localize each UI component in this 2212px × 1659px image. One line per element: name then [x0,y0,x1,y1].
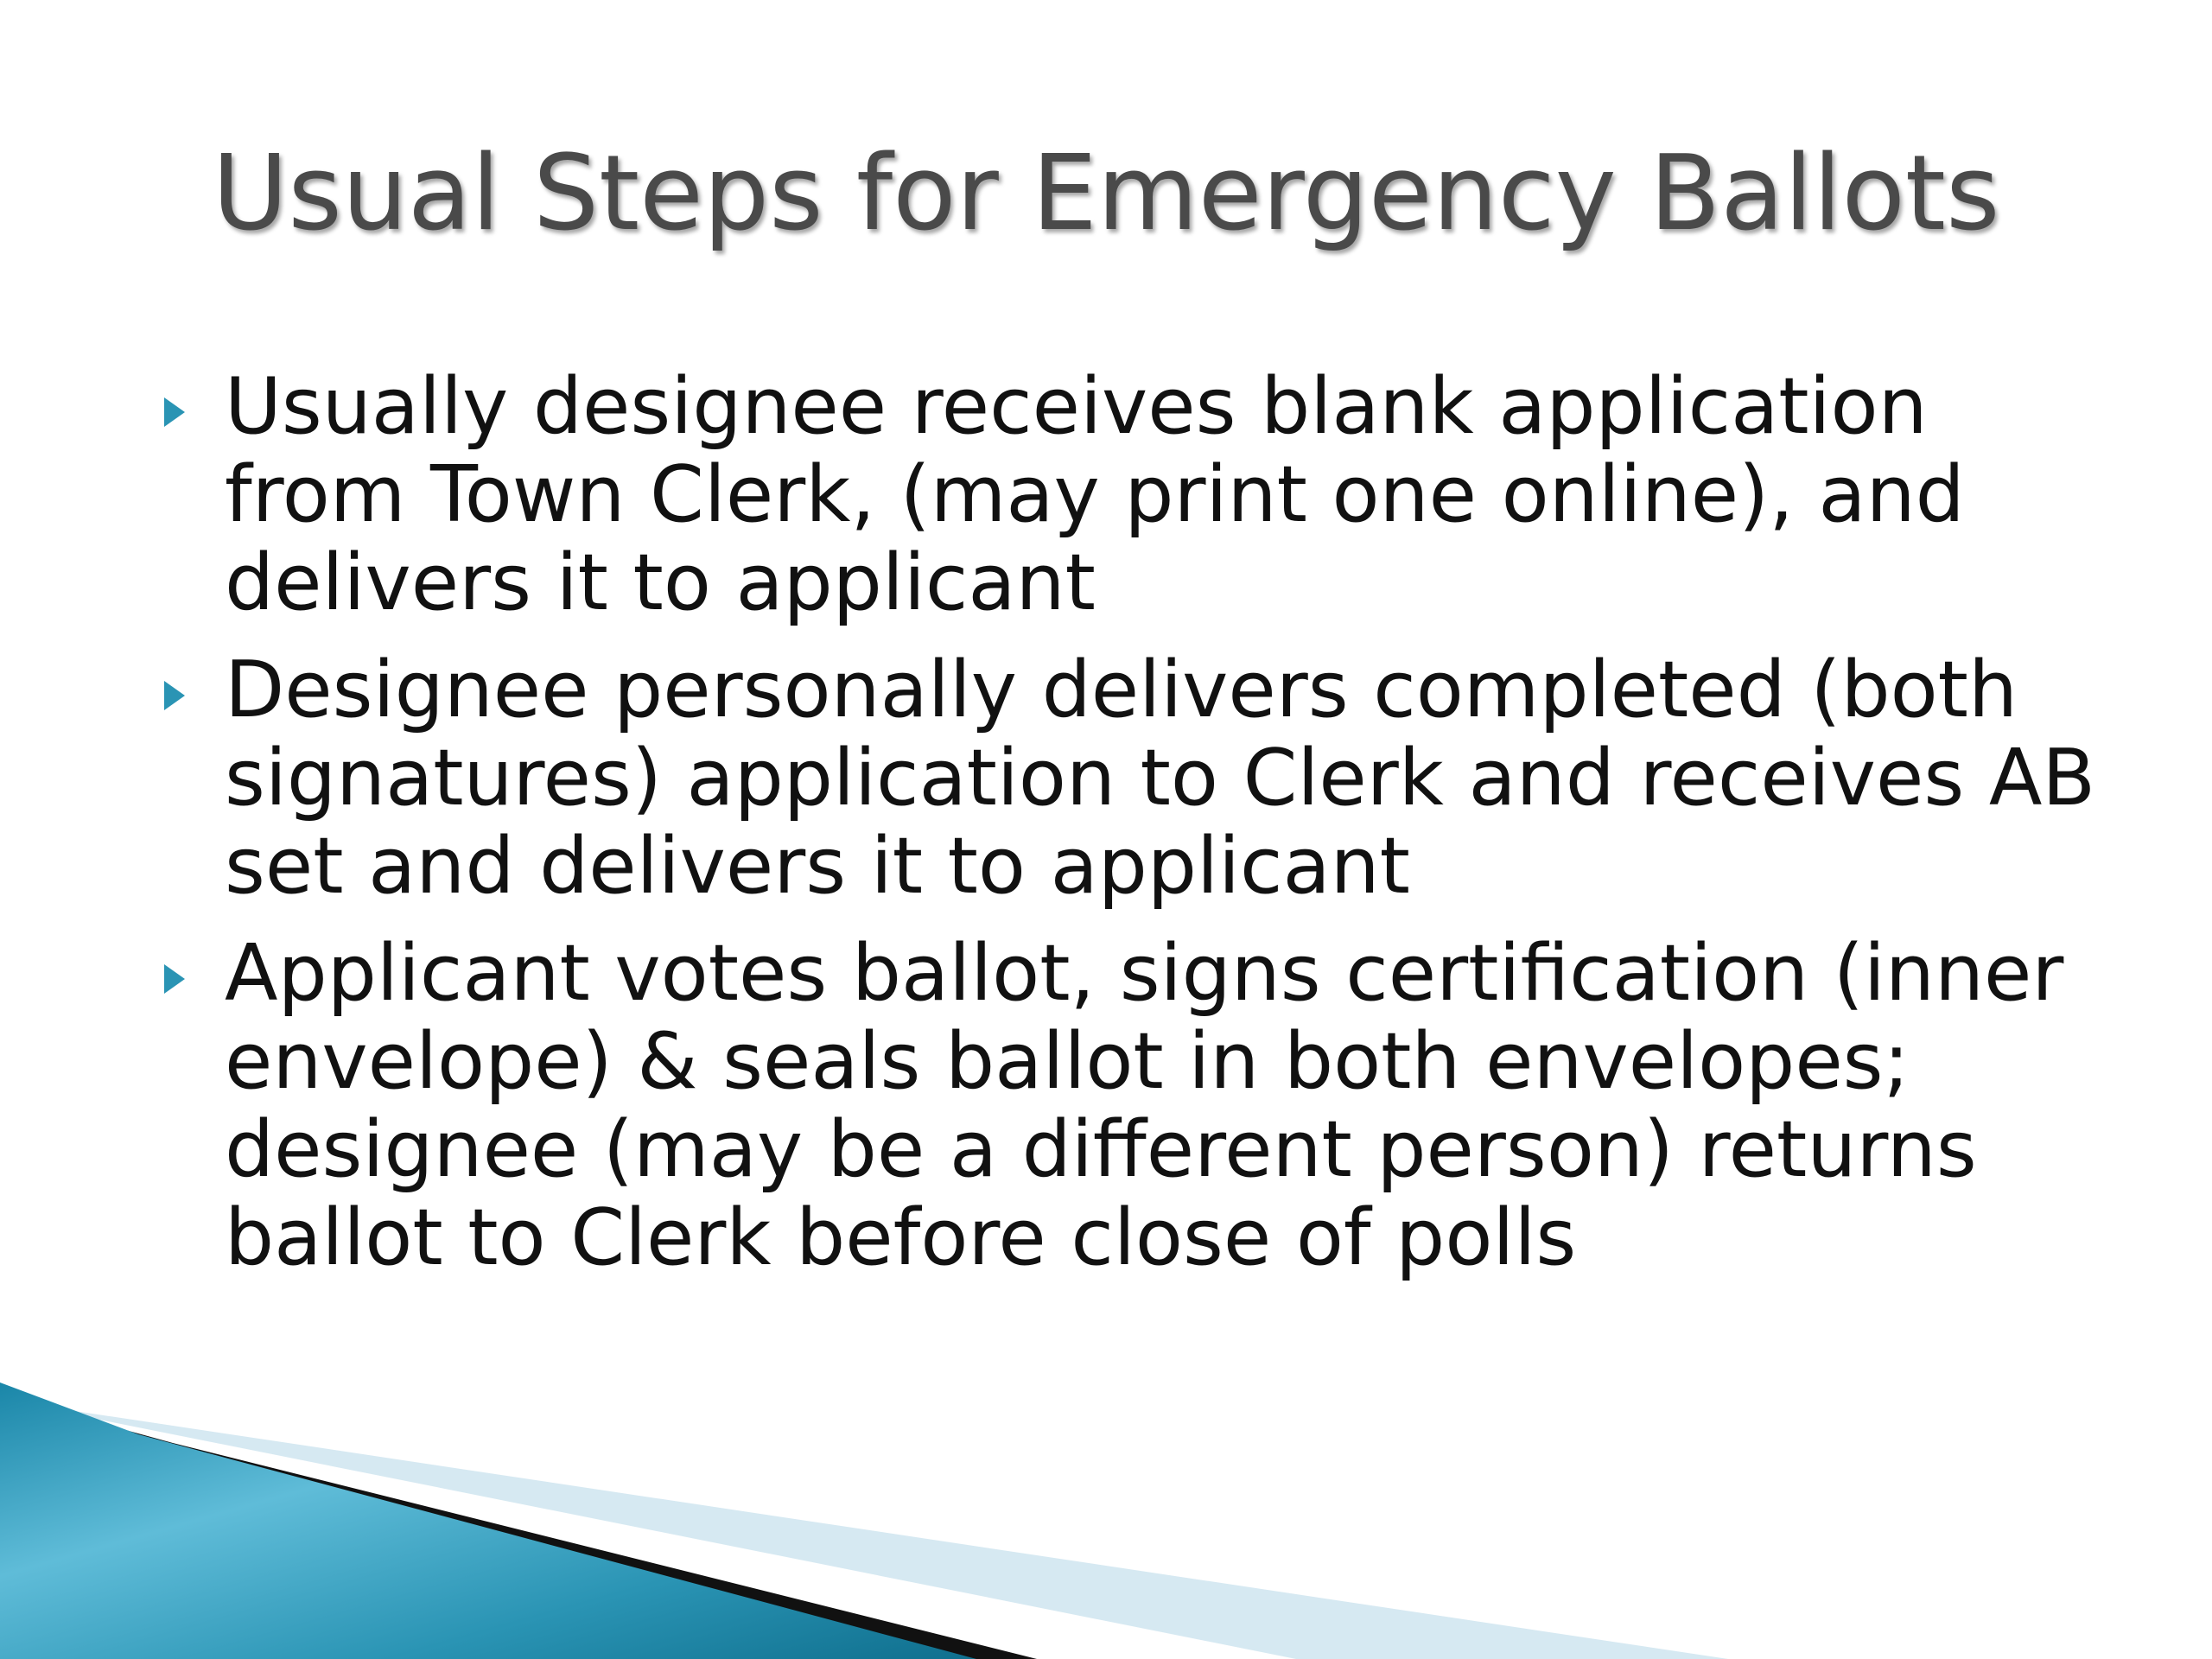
slide-title: Usual Steps for Emergency Ballots [212,134,2000,254]
bullet-item [164,930,2100,1282]
triangle-bullet-icon [164,397,185,427]
bullet-text: Designee personally delivers completed (both signatures) application to Clerk and receives AB set and delivers it to applicant [225,645,2096,912]
decorative-swoosh [0,1382,2212,1659]
bullet-item [164,646,2100,911]
triangle-bullet-icon [164,681,185,710]
bullet-text: Usually designee receives blank application from Town Clerk, (may print one online), and delivers it to applicant [225,361,1965,628]
bullet-list [164,363,2100,1301]
triangle-bullet-icon [164,964,185,994]
bullet-item [164,363,2100,627]
bullet-text: Applicant votes ballot, signs certification (inner envelope) & seals ballot in both envelopes; designee (may be a different person) returns ballot to Clerk before close of polls [225,928,2064,1283]
